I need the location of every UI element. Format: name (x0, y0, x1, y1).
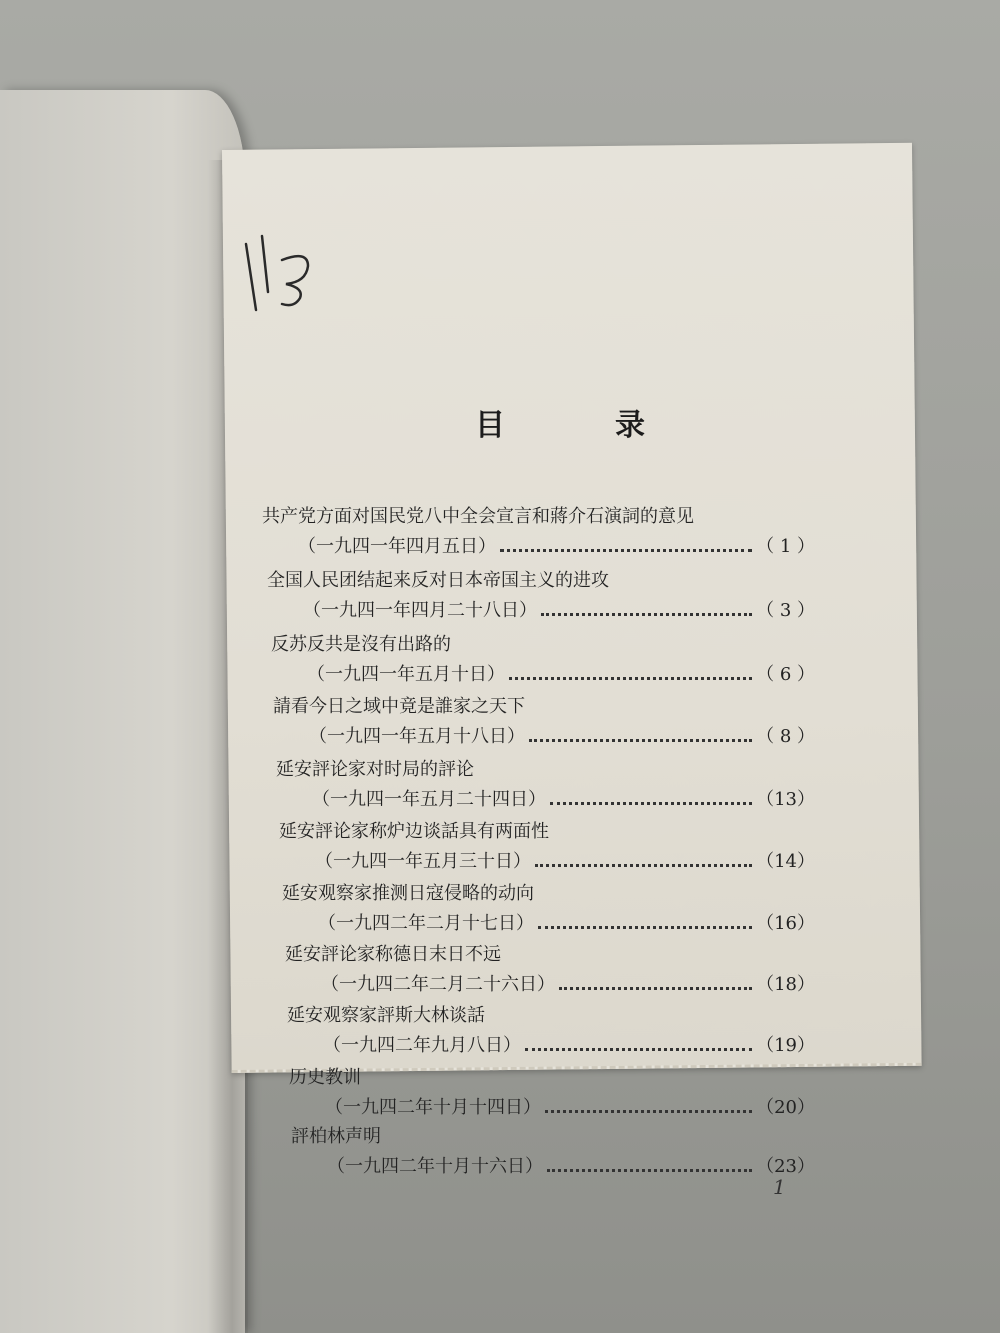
toc-entry-line (289, 1093, 815, 1123)
toc-entry-page: （19） (756, 1035, 815, 1056)
toc-entry-line (273, 722, 815, 752)
dot-leader (550, 802, 752, 805)
toc-entry-title: 全国人民团结起来反对日本帝国主义的进攻 (267, 570, 609, 591)
toc-entry-title: 延安評论家对时局的評论 (276, 759, 474, 780)
toc-entry-date: （一九四二年十月十四日） (325, 1097, 541, 1118)
toc-entry-date: （一九四二年九月八日） (323, 1035, 521, 1056)
toc-entry-line (276, 785, 815, 815)
dot-leader (509, 677, 752, 680)
toc-entry-title: 反苏反共是沒有出路的 (271, 634, 451, 655)
toc-entry-line (267, 596, 815, 626)
dot-leader (538, 926, 752, 929)
toc-entry-date: （一九四一年五月三十日） (315, 851, 531, 872)
page-number: 1 (773, 1175, 786, 1199)
toc-entry (273, 692, 815, 752)
toc-entry (291, 1122, 815, 1182)
toc-entry-line (262, 532, 815, 562)
toc-entry-page: （ 6 ） (756, 664, 815, 685)
toc-entry-date: （一九四一年五月二十四日） (312, 789, 546, 810)
dot-leader (559, 987, 752, 990)
toc-entry-title: 延安观察家推测日寇侵略的动向 (282, 883, 534, 904)
toc-entry-line (291, 1152, 815, 1182)
toc-entry-line (271, 660, 815, 690)
toc-entry-date: （一九四一年四月二十八日） (303, 600, 537, 621)
toc-entry (287, 1001, 815, 1061)
toc-entry-page: （14） (756, 851, 815, 872)
toc-entry-date: （一九四二年二月二十六日） (321, 974, 555, 995)
toc-entry (271, 630, 815, 690)
toc-entry-page: （20） (756, 1097, 815, 1118)
toc-entry (279, 817, 815, 877)
dot-leader (525, 1048, 752, 1051)
toc-entry-page: （23） (756, 1156, 815, 1177)
toc-entry-date: （一九四一年四月五日） (298, 536, 496, 557)
dot-leader (541, 613, 752, 616)
toc-entry-date: （一九四一年五月十日） (307, 664, 505, 685)
toc-entry-page: （18） (756, 974, 815, 995)
toc-entry-title: 請看今日之域中竟是誰家之天下 (273, 696, 525, 717)
toc-entry-title: 延安評论家称炉边谈話具有两面性 (279, 821, 549, 842)
toc-entry-line (282, 909, 815, 939)
dot-leader (500, 549, 752, 552)
toc-entry-date: （一九四一年五月十八日） (309, 726, 525, 747)
toc-entry-page: （ 1 ） (756, 536, 815, 557)
toc-entry (289, 1063, 815, 1123)
toc-entry (276, 755, 815, 815)
dot-leader (529, 739, 752, 742)
toc-entry-title: 評柏林声明 (291, 1126, 381, 1147)
dot-leader (547, 1169, 752, 1172)
toc-entry (285, 940, 815, 1000)
toc-entry-page: （16） (756, 913, 815, 934)
toc-entry-title: 延安評论家称德日末日不远 (285, 944, 501, 965)
toc-entry-title: 历史教训 (289, 1067, 361, 1088)
dot-leader (535, 864, 752, 867)
toc-entry-line (279, 847, 815, 877)
toc-entry (282, 879, 815, 939)
toc-entry-page: （ 8 ） (756, 726, 815, 747)
toc-entry-page: （ 3 ） (756, 600, 815, 621)
toc-entry-date: （一九四二年十月十六日） (327, 1156, 543, 1177)
handwritten-mark (238, 232, 328, 322)
page-title: 目 录 (475, 408, 685, 443)
toc-entry-title: 共产党方面对国民党八中全会宣言和蔣介石演詞的意见 (262, 506, 694, 527)
toc-entry-page: （13） (756, 789, 815, 810)
toc-entry (267, 566, 815, 626)
toc-entry-line (285, 970, 815, 1000)
toc-entry (262, 502, 815, 562)
toc-entry-line (287, 1031, 815, 1061)
toc-entry-title: 延安观察家評斯大林谈話 (287, 1005, 485, 1026)
dot-leader (545, 1110, 752, 1113)
toc-entry-date: （一九四二年二月十七日） (318, 913, 534, 934)
